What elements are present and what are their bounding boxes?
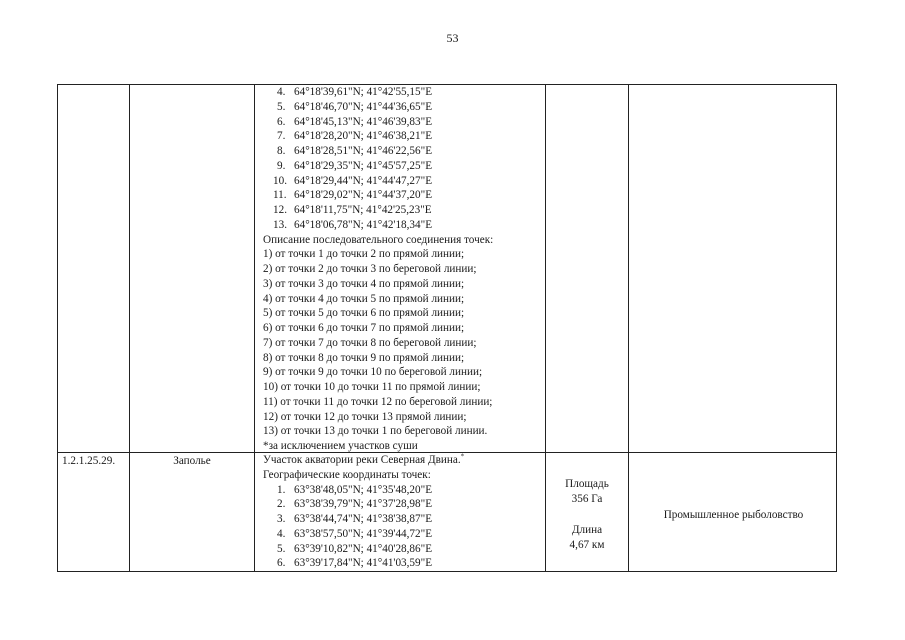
area-value: 356 Га [571,493,603,505]
area-title [261,453,547,468]
connection-item: 11) от точки 11 до точки 12 по береговой линии; [263,395,493,408]
row-number: 1.2.1.25.29. [62,455,116,467]
coordinate-point [261,556,547,571]
point-coordinates: 63°38'48,05"N; 41°35'48,20"E [294,483,433,496]
coordinate-point [261,85,547,100]
point-number: 6. [277,115,286,128]
point-coordinates: 63°38'57,50"N; 41°39'44,72"E [294,527,433,540]
point-number: 12. [273,204,287,216]
point-coordinates: 64°18'39,61"N; 41°42'55,15"E [294,86,433,98]
area-title-text: Участок акватории реки Северная Двина. [263,454,461,466]
main-coordinates-list [261,483,547,572]
length-value: 4,67 км [569,539,605,551]
length-label: Длина [571,524,603,536]
usage-type: Промышленное рыболовство [663,509,804,521]
point-number: 5. [277,542,286,555]
area-label: Площадь [565,478,609,490]
point-coordinates: 64°18'28,51"N; 41°46'22,56"E [294,145,433,157]
point-coordinates: 64°18'29,44"N; 41°44'47,27"E [294,174,433,187]
point-coordinates: 63°39'10,82"N; 41°40'28,86"E [294,542,433,555]
point-coordinates: 63°38'44,74"N; 41°38'38,87"E [294,513,433,525]
document-table [57,84,837,572]
point-number: 6. [277,557,286,570]
area-length-cell [546,477,628,553]
point-number: 7. [277,130,286,143]
connection-item: 1) от точки 1 до точки 2 по прямой линии; [263,248,465,261]
point-number: 11. [273,189,287,202]
point-number: 1. [277,483,286,496]
coordinate-point [261,512,547,527]
point-number: 13. [273,218,287,231]
connection-item: 4) от точки 4 до точки 5 по прямой линии; [263,292,465,305]
coordinate-point [261,483,547,498]
page-number: 53 [446,31,459,45]
point-number: 8. [277,145,286,157]
prev-coordinates-list [261,85,547,233]
point-number: 4. [277,527,286,540]
column-divider [129,85,130,571]
connection-item: 3) от точки 3 до точки 4 по прямой линии; [263,277,465,290]
coordinate-point [261,159,547,174]
point-coordinates: 64°18'46,70"N; 41°44'36,65"E [294,100,433,113]
coordinate-point [261,188,547,203]
point-coordinates: 63°38'39,79"N; 41°37'28,98"E [294,498,433,511]
point-coordinates: 63°39'17,84"N; 41°41'03,59"E [294,557,433,570]
coordinate-point [261,174,547,189]
point-number: 2. [277,498,286,511]
point-number: 4. [277,86,286,98]
point-coordinates: 64°18'28,20"N; 41°46'38,21"E [294,130,433,143]
prev-row-description-cell [261,85,547,454]
connections-title: Описание последовательного соединения точек: [263,233,494,246]
coordinate-point [261,100,547,115]
point-coordinates: 64°18'45,13"N; 41°46'39,83"E [294,115,433,128]
coordinate-point [261,129,547,144]
point-number: 9. [277,159,286,172]
coords-heading: Географические координаты точек: [263,468,431,481]
footnote: *за исключением участков суши [263,440,418,452]
coordinate-point [261,527,547,542]
connection-item: 12) от точки 12 до точки 13 прямой линии; [263,410,467,423]
connection-item: 8) от точки 8 до точки 9 по прямой линии; [263,351,465,364]
point-coordinates: 64°18'06,78"N; 41°42'18,34"E [294,218,433,231]
coordinate-point [261,115,547,130]
connection-item: 13) от точки 13 до точки 1 по береговой линии. [263,425,488,438]
footnote-mark: * [460,452,465,461]
connection-item: 2) от точки 2 до точки 3 по береговой линии; [263,263,477,275]
column-divider [254,85,255,571]
connection-item: 9) от точки 9 до точки 10 по береговой линии; [263,366,483,379]
point-number: 5. [277,100,286,113]
coordinate-point [261,203,547,218]
coordinate-point [261,497,547,512]
main-row-description-cell [261,453,547,571]
connection-item: 10) от точки 10 до точки 11 по прямой линии; [263,381,481,393]
connection-item: 5) от точки 5 до точки 6 по прямой линии; [263,307,465,320]
coordinate-point [261,542,547,557]
point-number: 10. [273,174,287,187]
site-name: Заполье [173,455,211,467]
column-divider [628,85,629,571]
connection-item: 7) от точки 7 до точки 8 по береговой линии; [263,336,477,349]
point-number: 3. [277,513,286,525]
point-coordinates: 64°18'29,02"N; 41°44'37,20"E [294,189,433,202]
connections-list [261,247,547,439]
coordinate-point [261,218,547,233]
coordinate-point [261,144,547,159]
point-coordinates: 64°18'29,35"N; 41°45'57,25"E [294,159,433,172]
point-coordinates: 64°18'11,75"N; 41°42'25,23"E [294,204,432,216]
connection-item: 6) от точки 6 до точки 7 по прямой линии; [263,322,465,334]
